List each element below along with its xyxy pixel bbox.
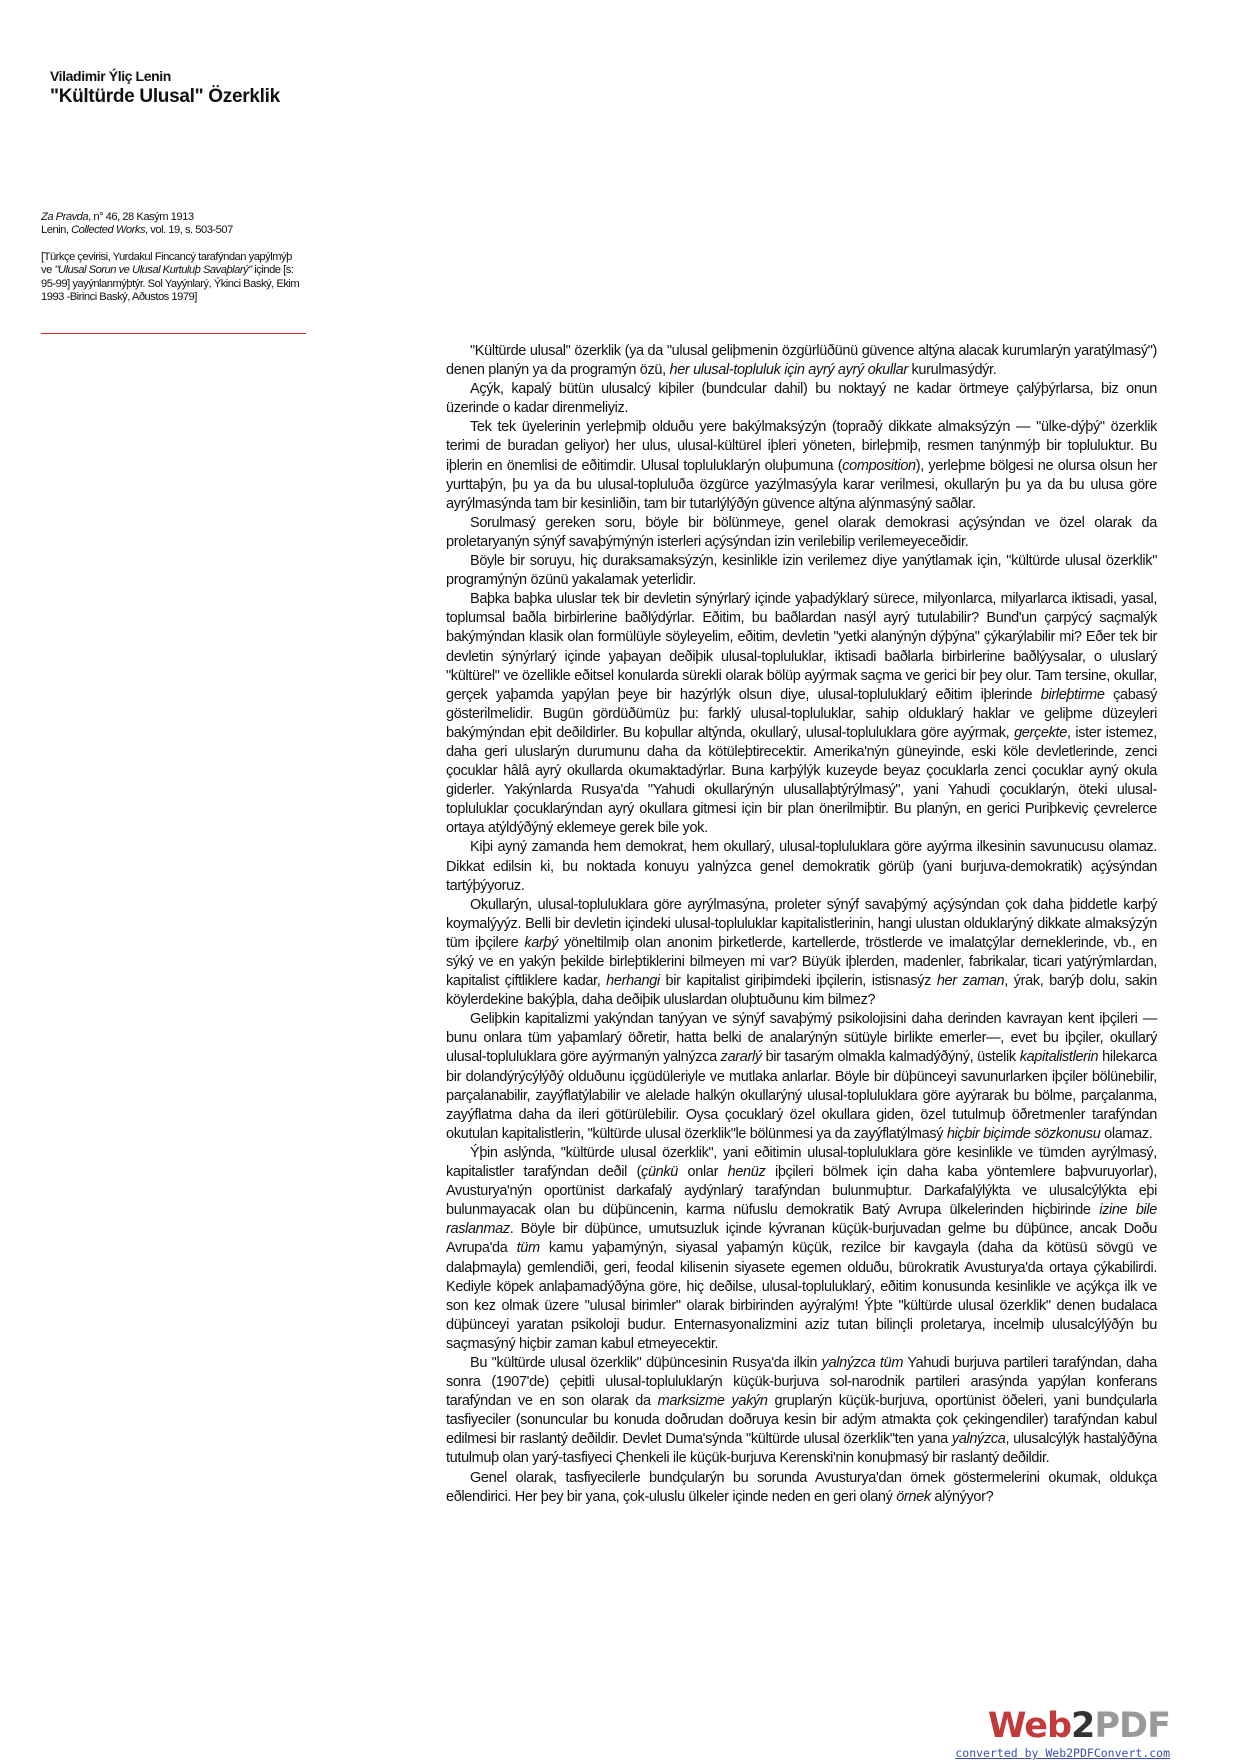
translation-text: içinde [s: 95-99] yayýnlanmýþtýr. Sol Yayýnlarý, Ýkinci Baský, Ekim 1993 -Birinci Baský, Aðustos 1979] <box>41 264 300 304</box>
paragraph-1: "Kültürde ulusal" özerklik (ya da "ulusal geliþmenin özgürlüðünü güvence altýna alacak kurumlarýn yaratýlmasý") denen planýn ya da programýn özü, her ulusal-topluluk için ayrý ayrý okullar kurulmasýdýr. <box>446 343 1157 379</box>
document-header <box>50 68 350 108</box>
source-publication: Za Pravda <box>41 211 89 223</box>
paragraph-11: Bu "kültürde ulusal özerklik" düþüncesinin Rusya'da ilkin yalnýzca tüm Yahudi burjuva partileri tarafýndan, daha sonra (1907'de) çeþitli ulusal-topluluklarýn küçük-burjuva sol-narodnik partileri arasýnda yapýlan konferans tarafýndan ve en son olarak da marksizme yakýn gruplarýn küçük-burjuva, oportünist öðeleri, yani bundçularla tasfiyeciler (sonuncular bu konuda doðrudan doðruya kesin bir adým atmakta çok çekingendiler) tarafýndan kabul edilmesi bir raslantý deðildir. Devlet Duma'sýnda "kültürde ulusal özerklik"ten yana yalnýzca, ulusalcýlýk hastalýðýna tutulmuþ olan yarý-tasfiyeci Çhenkeli ile küçük-burjuva Kerenski'nin konuþmasý bir raslantý deðildir. <box>446 1354 1157 1467</box>
paragraph-5: Böyle bir soruyu, hiç duraksamaksýzýn, kesinlikle izin verilemez diye yanýtlamak için, "kültürde ulusal özerklik" programýnýn özünü yakalamak yeterlidir. <box>446 553 1157 589</box>
paragraph-4: Sorulmasý gereken soru, böyle bir bölünmeye, genel olarak demokrasi açýsýndan ve özel olarak da proletaryanýn sýnýf savaþýmýnýn isterleri açýsýndan izin verilebilip verilemeyeceðidir. <box>446 514 1157 550</box>
paragraph-7: Kiþi ayný zamanda hem demokrat, hem okullarý, ulusal-topluluklara göre ayýrma ilkesinin savunucusu olamaz. Dikkat edilsin ki, bu noktada konuyu yalnýzca genel demokratik görüþ (yani burjuva-demokratik) açýsýndan tartýþýyoruz. <box>446 839 1157 894</box>
logo-pdf-text: PDF <box>1094 1706 1170 1746</box>
source-details: , vol. 19, s. 503-507 <box>145 224 233 237</box>
paragraph-12: Genel olarak, tasfiyecilerle bundçularýn bu sorunda Avusturya'dan örnek göstermelerini okumak, oldukça eðlendirici. Her þey bir yana, çok-uluslu ülkeler içinde neden en geri olaný örnek alýnýyor? <box>446 1469 1157 1505</box>
logo-web-text: Web <box>987 1706 1072 1746</box>
translation-book-title: "Ulusal Sorun ve Ulusal Kurtuluþ Savaþlarý" <box>54 264 252 277</box>
section-divider <box>41 333 306 334</box>
paragraph-6: Baþka baþka uluslar tek bir devletin sýnýrlarý içinde yaþadýklarý sürece, milyonlarca, milyarlarca iktisadi, yasal, toplumsal baðla birbirlerine baðlýdýrlar. Eðitim, bu baðlardan nasýl ayrý tutulabilir? Bund'un çarpýcý saçmalýk bakýmýndan klasik olan formülüyle söyleyelim, eðitim, devletin "yetki alanýnýn dýþýna" çýkarýlabilir mi? Eðer tek bir devletin sýnýrlarý içinde yaþayan deðiþik ulusal-topluluklar, iktisadi baðlarla birbirlerine baðlýysalar, o uluslarý "kültürel" ve özellikle eðitsel konularda sürekli olarak bölüp ayýrmak saçma ve gerici bir þey olur. Tam tersine, okullar, gerçek yaþamda yapýlan þeye bir hazýrlýk olsun diye, ulusal-topluluklarý eðitim iþlerinde birleþtirme çabasý gösterilmelidir. Bugün gördüðümüz þu: farklý ulusal-topluluklar, sahip olduklarý haklar ve geliþme düzeyleri bakýmýndan eþit deðildirler. Bu koþullar altýnda, okullarý, ulusal-topluluklara göre ayýrmak, gerçekte, ister istemez, daha geri uluslarýn durumunu daha da kötüleþtirecektir. Amerika'nýn güneyinde, eski köle devletlerinde, zenci çocuklar hâlâ ayrý okullarda okumaktadýrlar. Buna karþýlýk kuzeyde beyaz çocuklarla zenci çocuklar ayný okula giderler. Yakýnlarda Rusya'da "Yahudi okullarýnýn ulusallaþtýrýlmasý", yani Yahudi çocuklarýn, öteki ulusal-topluluklar çocuklarýndan ayrý okullara gitmesi için bir plan önerilmiþtir. Bu planýn, en gerici Puriþkeviç çevrelerce ortaya atýldýðýný eklemeye gerek bile yok. <box>446 591 1157 837</box>
translation-note <box>41 251 305 305</box>
paragraph-8: Okullarýn, ulusal-topluluklara göre ayrýlmasýna, proleter sýnýf savaþýmý açýsýndan çok daha þiddetle karþý koymalýyýz. Belli bir devletin içindeki ulusal-topluluklar kapitalistlerinin, hangi ulustan olduklarýný dikkate almaksýzýn tüm iþçilere karþý yöneltilmiþ olan anonim þirketlerde, kartellerde, tröstlerde ve imalatçýlar derneklerinde, vb., en sýký ve en yakýn þekilde birleþtiklerini bilmeyen mi var? Büyük iþlerden, madenler, fabrikalar, ticari yatýrýmlardan, kapitalist çiftliklere kadar, herhangi bir kapitalist giriþimdeki iþçilerin, istisnasýz her zaman, ýrak, barýþ dolu, sakin köylerdekine bakýþla, daha deðiþik uluslardan oluþtuðunu kim bilmez? <box>446 896 1157 1009</box>
converter-link[interactable]: converted by Web2PDFConvert.com <box>955 1746 1170 1760</box>
document-title: "Kültürde Ulusal" Özerklik <box>50 86 280 107</box>
web2pdf-logo-mark <box>955 1708 1170 1744</box>
web2pdf-logo[interactable] <box>955 1708 1170 1760</box>
article-body <box>446 342 1157 1507</box>
paragraph-2: Açýk, kapalý bütün ulusalcý kiþiler (bundcular dahil) bu noktayý ne kadar örtmeye çalýþýrlarsa, biz onun üzerinde o kadar direnmeliyiz. <box>446 381 1157 417</box>
translation-text: [Türkçe çevirisi, Yurdakul Fincancý tarafýndan yapýlmýþ ve <box>41 250 292 277</box>
source-line-2 <box>41 224 305 237</box>
source-line-1 <box>41 211 305 224</box>
paragraph-9: Geliþkin kapitalizmi yakýndan tanýyan ve sýnýf savaþýmý psikolojisini daha derinden kavrayan kent iþçileri —bunu onlara tüm yaþamlarý öðretir, hatta belki de analarýnýn sütüyle birlikte emerler—, evet bu iþçiler, okullarý ulusal-topluluklara göre ayýrmanýn yalnýzca zararlý bir tasarým olmakla kalmadýðýný, üstelik kapitalistlerin hilekarca bir dolandýrýcýlýðý olduðunu içgüdüleriyle ve mutlaka anlarlar. Böyle bir düþünceyi savunurlarken iþçiler bölünebilir, parçalanabilir, zayýflatýlabilir ve alelade halkýn okullarýný ulusal-topluluklara göre ayýrarak bu bölme, parçalanma, zayýflatma daha da ileri götürülebilir. Oysa çocuklarý özel okullara giden, özel tutulmuþ öðretmenler tarafýndan okutulan kapitalistlerin, "kültürde ulusal özerklik"le bölünmesi ya da zayýflatýlmasý hiçbir biçimde sözkonusu olamaz. <box>446 1011 1158 1142</box>
paragraph-10: Ýþin aslýnda, "kültürde ulusal özerklik", yani eðitimin ulusal-topluluklara göre kesinlikle ve tümden ayrýlmasý, kapitalistler tarafýndan deðil (çünkü onlar henüz iþçileri bölmek için daha kaba yöntemlere baþvuruyorlar), Avusturya'nýn oportünist darkafalý aydýnlarý tarafýndan bulunmuþtur. Darkafalýlýkta ve ulusalcýlýkta eþi bulunmayacak olan bu düþüncenin, karma nüfuslu demokratik Batý Avrupa ülkelerinden hiçbirinde izine bile raslanmaz. Böyle bir düþünce, umutsuzluk içinde kývranan küçük-burjuvadan gelme bu düþünce, ancak Doðu Avrupa'da tüm kamu yaþamýnýn, siyasal yaþamýn küçük, rezilce bir kavgayla (daha da kötüsü sövgü ve dalaþmayla) gemlendiði, geri, feodal kilisenin siyasete egemen olduðu, bürokratik Avusturya'da ortaya çýkabilirdi. Kediyle köpek anlaþamadýðýna göre, hiç deðilse, ulusal-topluluklarý, eðitim konusunda kesinlikle ve açýkça ilk ve son kez olmak üzere "ulusal birimler" olarak birbirinden ayýralým! Ýþte "kültürde ulusal özerklik" denen budalaca düþünceyi yaratan psikoloji budur. Enternasyonalizmini aziz tutan bilinçli proletarya, incelmiþ ulusalcýlýðýn bu saçmasýný hiçbir zaman kabul etmeyecektir. <box>446 1144 1157 1352</box>
logo-two-text: 2 <box>1071 1706 1095 1746</box>
source-publication: Collected Works <box>71 224 146 237</box>
source-info <box>41 211 305 304</box>
source-prefix: Lenin, <box>41 224 72 237</box>
author-name: Viladimir Ýliç Lenin <box>50 68 171 84</box>
source-details: , n° 46, 28 Kasým 1913 <box>88 211 194 223</box>
paragraph-3: Tek tek üyelerinin yerleþmiþ olduðu yere bakýlmaksýzýn (topraðý dikkate almaksýzýn — "ülke-dýþý" özerklik terimi de buradan geliyor) her ulus, ulusal-kültürel iþleri yöneten, birleþmiþ, resmen tanýnmýþ bir topluluktur. Bu iþlerin en önemlisi de eðitimdir. Ulusal topluluklarýn oluþumuna (composition), yerleþme bölgesi ne olursa olsun her yurttaþýn, þu ya da bu ulusal-topluluða özgürce yazýlmasýyla karar verilmesi, okullarýn þu ya da bu ulusa göre ayrýlmasýnda tam bir kesinliðin, tam bir tutarlýlýðýn güvence altýna alýnmasýný saðlar. <box>446 419 1157 512</box>
